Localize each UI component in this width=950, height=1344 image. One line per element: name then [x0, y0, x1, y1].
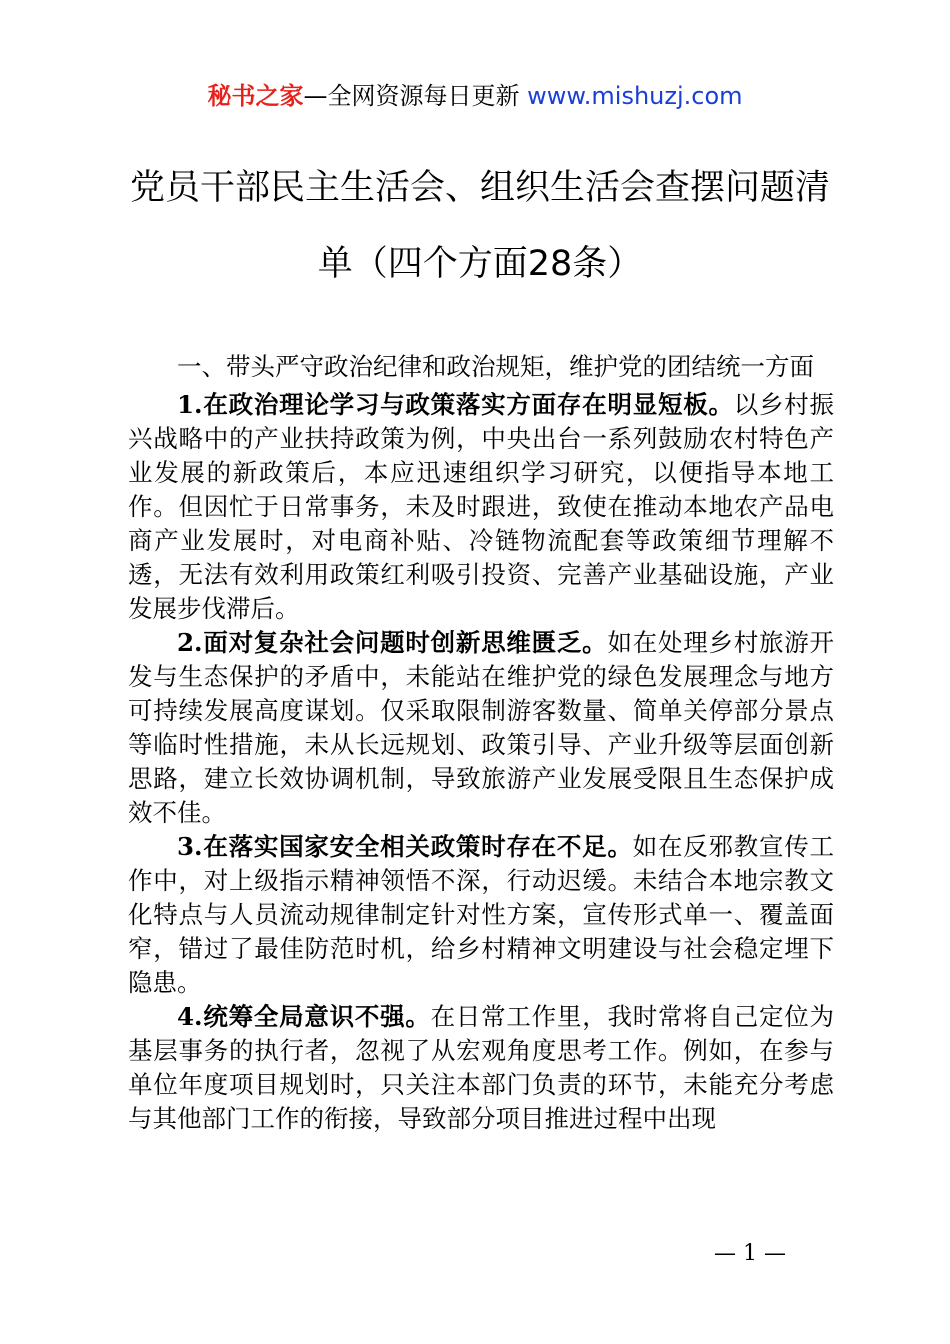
- item-body: 以乡村振兴战略中的产业扶持政策为例，中央出台一系列鼓励农村特色产业发展的新政策后，本应迅速组织学习研究，以便指导本地工作。但因忙于日常事务，未及时跟进，致使在推动本地农产品电商产业发展时，对电商补贴、冷链物流配套等政策细节理解不透，无法有效利用政策红利吸引投资、完善产业基础设施，产业发展步伐滞后。: [128, 390, 835, 623]
- document-title: [125, 160, 835, 292]
- list-item: [128, 830, 834, 1000]
- list-item: [128, 388, 834, 626]
- document-body: [128, 350, 834, 1136]
- site-header: [0, 80, 950, 112]
- item-lead: 在政治理论学习与政策落实方面存在明显短板。: [202, 390, 734, 419]
- item-number: 1.: [177, 390, 203, 419]
- item-lead: 面对复杂社会问题时创新思维匮乏。: [202, 628, 608, 657]
- list-item: [128, 626, 834, 830]
- brand-name: 秘书之家: [207, 82, 304, 110]
- item-body: 如在处理乡村旅游开发与生态保护的矛盾中，未能站在维护党的绿色发展理念与地方可持续发展高度谋划。仅采取限制游客数量、简单关停部分景点等临时性措施，未从长远规划、政策引导、产业升级等层面创新思路，建立长效协调机制，导致旅游产业发展受限且生态保护成效不佳。: [128, 628, 835, 827]
- item-body: 在日常工作里，我时常将自己定位为基层事务的执行者，忽视了从宏观角度思考工作。例如，在参与单位年度项目规划时，只关注本部门负责的环节，未能充分考虑与其他部门工作的衔接，导致部分项目推进过程中出现: [128, 1002, 835, 1133]
- item-lead: 在落实国家安全相关政策时存在不足。: [202, 832, 633, 861]
- header-tagline: —全网资源每日更新: [303, 82, 520, 110]
- list-item: [128, 1000, 834, 1136]
- site-url-link[interactable]: www.mishuzj.com: [527, 82, 743, 110]
- item-body: 如在反邪教宣传工作中，对上级指示精神领悟不深，行动迟缓。未结合本地宗教文化特点与人员流动规律制定针对性方案，宣传形式单一、覆盖面窄，错过了最佳防范时机，给乡村精神文明建设与社会稳定埋下隐患。: [128, 832, 835, 997]
- item-number: 2.: [177, 628, 203, 657]
- title-line-1: 党员干部民主生活会、组织生活会查摆问题清: [129, 168, 830, 208]
- title-line-2: 单（四个方面28条）: [317, 244, 643, 284]
- item-number: 4.: [177, 1002, 203, 1031]
- page-number: — 1 —: [714, 1241, 786, 1266]
- item-number: 3.: [177, 832, 203, 861]
- section-heading: 一、带头严守政治纪律和政治规矩，维护党的团结统一方面: [177, 352, 814, 381]
- item-lead: 统筹全局意识不强。: [202, 1002, 431, 1031]
